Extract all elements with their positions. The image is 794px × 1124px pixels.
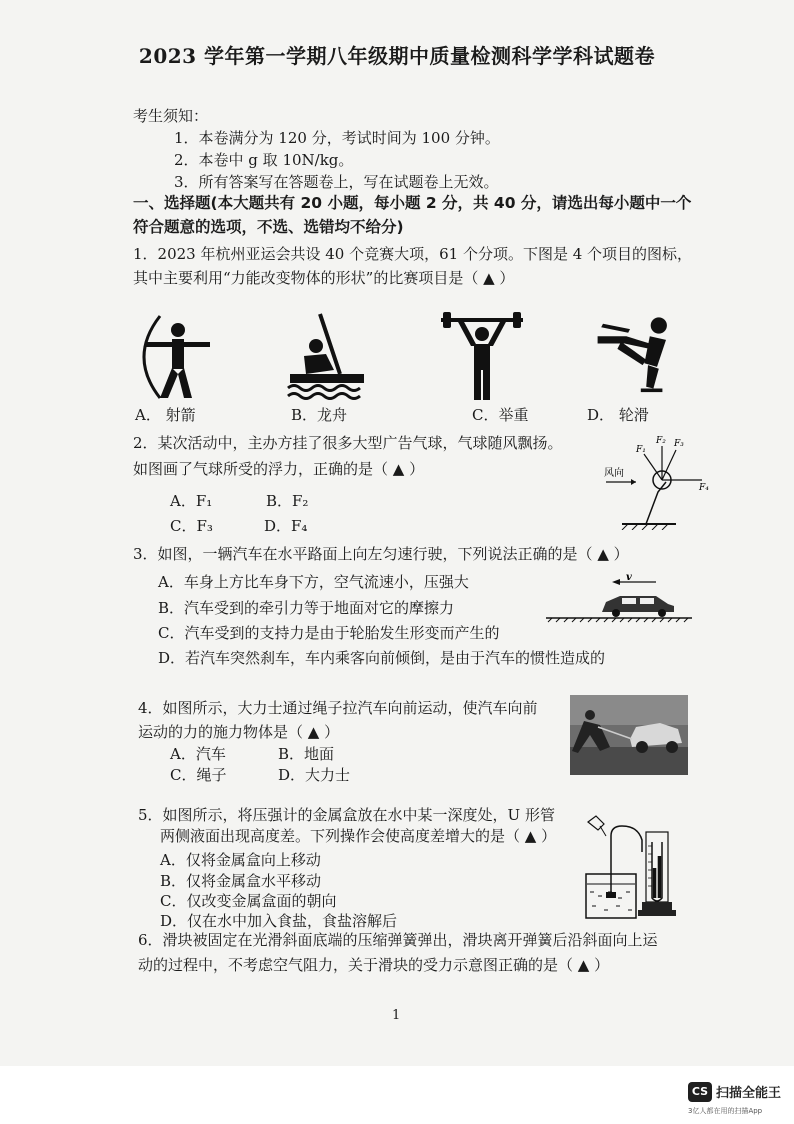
q2-force-label-f4: F₄ [699,483,709,493]
q4-option-b: B．地面 [278,745,335,763]
q4-option-c: C．绳子 [170,766,227,784]
page-number: 1 [392,1008,401,1023]
notice-item-3: 3．所有答案写在答题卷上，写在试题卷上无效。 [174,173,499,191]
camscanner-logo: CS [688,1082,712,1102]
q6-line-1: 6．滑块被固定在光滑斜面底端的压缩弹簧弹出，滑块离开弹簧后沿斜面向上运 [138,931,658,949]
q2-force-label-f2: F₂ [656,436,666,446]
section-heading-line-1: 一、选择题(本大题共有 20 小题，每小题 2 分，共 40 分，请选出每小题中一个 [133,194,692,212]
q2-option-b: B．F₂ [266,492,309,510]
q1-line-2: 其中主要利用“力能改变物体的形状”的比赛项目是（ ▲ ） [133,269,515,287]
q5-option-d: D．仅在水中加入食盐，食盐溶解后 [160,912,398,930]
archery-icon [132,312,222,402]
section-heading-line-2: 符合题意的选项，不选、选错均不给分) [133,218,404,236]
q4-option-d: D．大力士 [278,766,351,784]
page-title: 2023 学年第一学期八年级期中质量检测科学学科试题卷 [138,44,656,68]
q5-pressure-gauge-diagram [582,812,682,924]
q2-line-2: 如图画了气球所受的浮力，正确的是（ ▲ ） [133,460,425,478]
q3-car-diagram [546,572,694,628]
camscanner-tagline: 3亿人都在用的扫描App [688,1107,763,1115]
q6-line-2: 动的过程中，不考虑空气阻力，关于滑块的受力示意图正确的是（ ▲ ） [138,956,610,974]
q5-option-b: B．仅将金属盒水平移动 [160,872,322,890]
q1-line-1: 1．2023 年杭州亚运会共设 40 个竞赛大项，61 个分项。下图是 4 个项目的图标， [133,245,693,263]
q5-option-a: A．仅将金属盒向上移动 [160,851,321,869]
q3-option-a: A．车身上方比车身下方，空气流速小，压强大 [158,573,469,591]
q2-option-c: C．F₃ [170,517,213,535]
q4-strongman-photo [570,695,688,775]
q3-option-d: D．若汽车突然刹车，车内乘客向前倾倒，是由于汽车的惯性造成的 [158,649,606,667]
weightlifting-icon [437,312,527,402]
notice-heading: 考生须知： [133,107,209,125]
scanner-watermark-strip [0,1066,794,1124]
q2-balloon-force-diagram [596,430,716,530]
q4-line-1: 4．如图所示，大力士通过绳子拉汽车向前运动，使汽车向前 [138,699,538,717]
q1-option-c: C．举重 [472,406,529,424]
q5-line-1: 5．如图所示，将压强计的金属盒放在水中某一深度处，U 形管 [138,806,555,824]
q5-line-2: 两侧液面出现高度差。下列操作会使高度差增大的是（ ▲ ） [160,827,557,845]
notice-item-2: 2．本卷中 g 取 10N/kg。 [174,151,354,169]
q2-option-d: D．F₄ [264,517,308,535]
q3-option-c: C．汽车受到的支持力是由于轮胎发生形变而产生的 [158,624,500,642]
q5-option-c: C．仅改变金属盒面的朝向 [160,892,337,910]
q1-option-a: A． 射箭 [135,406,196,424]
dragon-boat-icon [282,312,372,402]
q1-option-d: D． 轮滑 [587,406,649,424]
q2-line-1: 2．某次活动中，主办方挂了很多大型广告气球，气球随风飘扬。 [133,434,563,452]
q2-option-a: A．F₁ [170,492,213,510]
camscanner-brand: 扫描全能王 [716,1086,782,1101]
q3-stem: 3．如图，一辆汽车在水平路面上向左匀速行驶，下列说法正确的是（ ▲ ） [133,545,629,563]
q4-option-a: A．汽车 [170,745,226,763]
q2-force-label-f3: F₃ [674,439,684,449]
notice-item-1: 1．本卷满分为 120 分，考试时间为 100 分钟。 [174,129,500,147]
q4-line-2: 运动的力的施力物体是（ ▲ ） [138,723,340,741]
skating-icon [594,312,684,402]
q3-option-b: B．汽车受到的牵引力等于地面对它的摩擦力 [158,599,455,617]
q1-sport-icons [132,312,692,402]
q2-wind-label: 风向 [604,468,624,479]
q1-option-b: B．龙舟 [291,406,348,424]
q3-velocity-label: v [626,572,632,583]
q2-force-label-f1: F₁ [636,445,646,455]
